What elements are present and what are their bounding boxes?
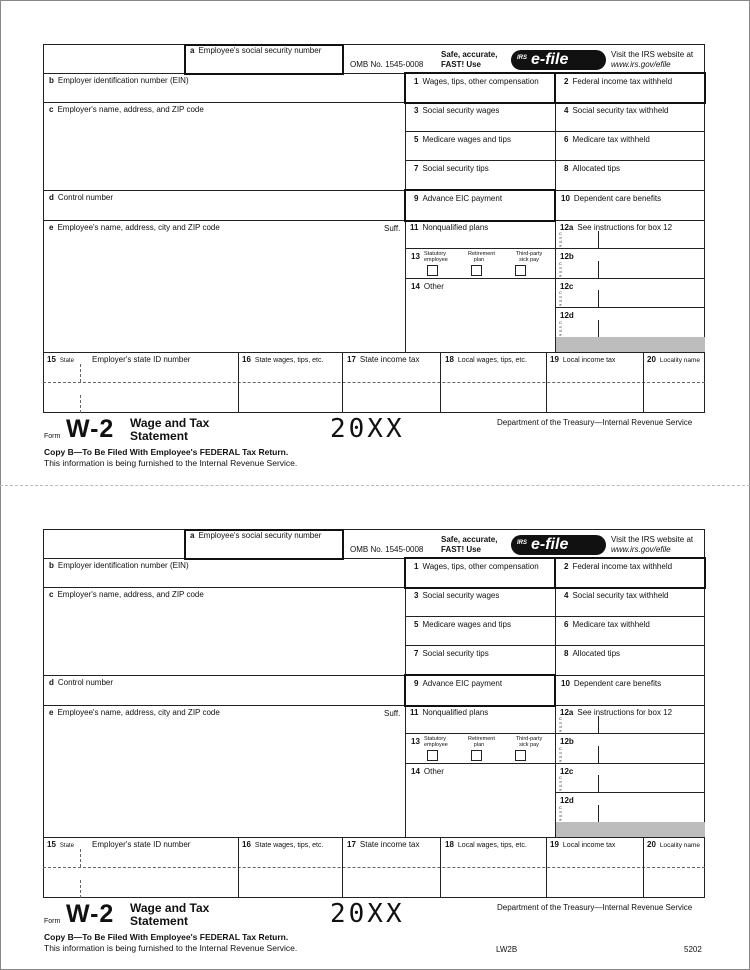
statutory-employee-checkbox[interactable]	[427, 265, 438, 276]
title-line-1: Wage and Tax	[130, 901, 210, 915]
efile-logo	[511, 50, 606, 70]
code-letter: o	[559, 809, 562, 814]
box-d-field[interactable]	[44, 689, 404, 704]
box-c-field[interactable]	[44, 116, 404, 189]
box-b-label: b Employer identification number (EIN)	[49, 561, 189, 570]
copy-b-line: Copy B—To Be Filed With Employee's FEDERAL Tax Return.	[44, 932, 289, 942]
box-15-id-label: Employer's state ID number	[92, 840, 191, 849]
code-letter: d	[559, 269, 562, 274]
box-12b-amount-field[interactable]	[600, 262, 704, 277]
box-12b-label: 12b	[560, 737, 574, 746]
code-letter: o	[559, 779, 562, 784]
box-2-label: 2 Federal income tax withheld	[564, 562, 673, 571]
box-7-label: 7 Social security tips	[414, 164, 489, 173]
ssn-letter: a	[190, 46, 195, 55]
box-12b-code-field[interactable]	[566, 262, 597, 277]
code-letter: C	[559, 805, 562, 810]
info-line: This information is being furnished to the Internal Revenue Service.	[44, 943, 298, 953]
visit-line-2: www.irs.gov/efile	[611, 545, 671, 554]
box-10-label: 10 Dependent care benefits	[561, 679, 662, 688]
box-16-label: 16 State wages, tips, etc.	[242, 355, 324, 364]
code-letter: e	[559, 302, 562, 307]
code-letter: C	[559, 320, 562, 325]
box-14-label: 14 Other	[411, 282, 444, 291]
box-18-label: 18 Local wages, tips, etc.	[445, 355, 527, 364]
efile-text: e-file	[531, 536, 569, 553]
box-b-label: b Employer identification number (EIN)	[49, 76, 189, 85]
footer-code-left: LW2B	[496, 945, 518, 954]
box-12c-amount-field[interactable]	[600, 291, 704, 306]
box-d-label: d Control number	[49, 678, 114, 687]
efile-irs: IRS	[517, 55, 528, 61]
safe-line-2: FAST! Use	[441, 545, 482, 554]
box-19-label: 19 Local income tax	[550, 355, 616, 364]
box-c-field[interactable]	[44, 601, 404, 674]
code-letter: d	[559, 783, 562, 788]
efile-logo	[511, 535, 606, 555]
code-letter: d	[559, 298, 562, 303]
box-10-label: 10 Dependent care benefits	[561, 194, 662, 203]
omb-number: OMB No. 1545-0008	[350, 60, 424, 69]
box-4-label: 4 Social security tax withheld	[564, 591, 669, 600]
box-11-label: 11 Nonqualified plans	[410, 708, 489, 717]
code-letter: o	[559, 265, 562, 270]
box-12d-amount-field[interactable]	[600, 321, 704, 336]
third-party-sick-pay-checkbox[interactable]	[515, 750, 526, 761]
box-e-field[interactable]	[44, 234, 404, 351]
code-letter: C	[559, 746, 562, 751]
box-e-field[interactable]	[44, 719, 404, 836]
statutory-employee-label: Statutory employee	[424, 736, 448, 748]
box-12d-code-field[interactable]	[566, 321, 597, 336]
box-1-label: 1 Wages, tips, other compensation	[414, 77, 539, 86]
box-11-label: 11 Nonqualified plans	[410, 223, 489, 232]
box-3-label: 3 Social security wages	[414, 106, 500, 115]
box-12a-amount-field[interactable]	[600, 717, 704, 732]
box-b-field[interactable]	[44, 571, 404, 586]
code-letter: C	[559, 261, 562, 266]
footer-code-right: 5202	[684, 945, 702, 954]
form-word: Form	[44, 918, 61, 925]
box-12d-label: 12d	[560, 311, 574, 320]
box-8-label: 8 Allocated tips	[564, 649, 621, 658]
suffix-label: Suff.	[384, 709, 401, 718]
box-6-label: 6 Medicare tax withheld	[564, 135, 650, 144]
ssn-label: Employee's social security number	[198, 46, 322, 55]
box-12b-label: 12b	[560, 252, 574, 261]
code-letter: o	[559, 324, 562, 329]
box-b-field[interactable]	[44, 86, 404, 101]
visit-line-1: Visit the IRS website at	[611, 50, 694, 59]
retirement-plan-label: Retirement plan	[468, 251, 495, 263]
code-letter: e	[559, 787, 562, 792]
title-line-1: Wage and Tax	[130, 416, 210, 430]
box-15-id-label: Employer's state ID number	[92, 355, 191, 364]
suffix-label: Suff.	[384, 224, 401, 233]
title-line-2: Statement	[130, 429, 189, 443]
statutory-employee-checkbox[interactable]	[427, 750, 438, 761]
box-12c-label: 12c	[560, 767, 574, 776]
box-18-label: 18 Local wages, tips, etc.	[445, 840, 527, 849]
efile-irs: IRS	[517, 540, 528, 546]
retirement-plan-checkbox[interactable]	[471, 265, 482, 276]
safe-line-2: FAST! Use	[441, 60, 482, 69]
copy-b-line: Copy B—To Be Filed With Employee's FEDERAL Tax Return.	[44, 447, 289, 457]
box-14-label: 14 Other	[411, 767, 444, 776]
form-word: Form	[44, 433, 61, 440]
code-letter: o	[559, 750, 562, 755]
code-letter: e	[559, 728, 562, 733]
box-12a-amount-field[interactable]	[600, 232, 704, 247]
box-8-label: 8 Allocated tips	[564, 164, 621, 173]
efile-text: e-file	[531, 51, 569, 68]
statutory-employee-label: Statutory employee	[424, 251, 448, 263]
code-letter: d	[559, 754, 562, 759]
visit-line-1: Visit the IRS website at	[611, 535, 694, 544]
third-party-sick-pay-checkbox[interactable]	[515, 265, 526, 276]
box-12c-amount-field[interactable]	[600, 776, 704, 791]
code-letter: d	[559, 239, 562, 244]
tax-year: 20XX	[330, 414, 405, 444]
info-line: This information is being furnished to the Internal Revenue Service.	[44, 458, 298, 468]
code-letter: C	[559, 231, 562, 236]
box-12c-label: 12c	[560, 282, 574, 291]
box-13-label: 13	[411, 737, 420, 746]
code-letter: e	[559, 817, 562, 822]
retirement-plan-checkbox[interactable]	[471, 750, 482, 761]
ssn-letter: a	[190, 531, 195, 540]
department-label: Department of the Treasury—Internal Revenue Service	[497, 903, 693, 912]
code-letter: d	[559, 813, 562, 818]
box-17-label: 17 State income tax	[347, 840, 420, 849]
visit-line-2: www.irs.gov/efile	[611, 60, 671, 69]
box-d-label: d Control number	[49, 193, 114, 202]
box-13-label: 13	[411, 252, 420, 261]
third-party-sick-pay-label: Third-party sick pay	[515, 736, 543, 748]
shaded-strip	[556, 822, 705, 837]
box-12d-label: 12d	[560, 796, 574, 805]
title-line-2: Statement	[130, 914, 189, 928]
box-12a-label: 12a See instructions for box 12	[560, 223, 673, 232]
box-12a-code-field[interactable]	[566, 717, 597, 732]
box-5-label: 5 Medicare wages and tips	[414, 135, 511, 144]
box-9-label: 9 Advance EIC payment	[414, 679, 503, 688]
box-20-label: 20 Locality name	[647, 840, 701, 849]
code-letter: d	[559, 328, 562, 333]
box-9-label: 9 Advance EIC payment	[414, 194, 503, 203]
box-d-field[interactable]	[44, 204, 404, 219]
code-letter: C	[559, 716, 562, 721]
safe-line-1: Safe, accurate,	[441, 50, 498, 59]
box-e-label: e Employee's name, address, city and ZIP code	[49, 708, 220, 717]
ssn-label: Employee's social security number	[198, 531, 322, 540]
code-letter: e	[559, 273, 562, 278]
box-5-label: 5 Medicare wages and tips	[414, 620, 511, 629]
form-name: W-2	[66, 415, 115, 443]
department-label: Department of the Treasury—Internal Revenue Service	[497, 418, 693, 427]
box-c-label: c Employer's name, address, and ZIP code	[49, 590, 204, 599]
code-letter: d	[559, 724, 562, 729]
box-17-label: 17 State income tax	[347, 355, 420, 364]
box-e-label: e Employee's name, address, city and ZIP code	[49, 223, 220, 232]
code-letter: e	[559, 758, 562, 763]
box-15-label: 15 State	[47, 355, 74, 364]
box-19-label: 19 Local income tax	[550, 840, 616, 849]
box-15-label: 15 State	[47, 840, 74, 849]
omb-number: OMB No. 1545-0008	[350, 545, 424, 554]
box-7-label: 7 Social security tips	[414, 649, 489, 658]
box-4-label: 4 Social security tax withheld	[564, 106, 669, 115]
safe-line-1: Safe, accurate,	[441, 535, 498, 544]
box-12c-code-field[interactable]	[566, 291, 597, 306]
shaded-strip	[556, 337, 705, 352]
box-12d-amount-field[interactable]	[600, 806, 704, 821]
code-letter: o	[559, 235, 562, 240]
code-letter: o	[559, 720, 562, 725]
third-party-sick-pay-label: Third-party sick pay	[515, 251, 543, 263]
box-16-label: 16 State wages, tips, etc.	[242, 840, 324, 849]
box-3-label: 3 Social security wages	[414, 591, 500, 600]
box-1-label: 1 Wages, tips, other compensation	[414, 562, 539, 571]
form-name: W-2	[66, 900, 115, 928]
box-2-label: 2 Federal income tax withheld	[564, 77, 673, 86]
retirement-plan-label: Retirement plan	[468, 736, 495, 748]
code-letter: C	[559, 775, 562, 780]
box-12a-label: 12a See instructions for box 12	[560, 708, 673, 717]
code-letter: e	[559, 332, 562, 337]
box-12d-code-field[interactable]	[566, 806, 597, 821]
box-12a-code-field[interactable]	[566, 232, 597, 247]
box-20-label: 20 Locality name	[647, 355, 701, 364]
box-c-label: c Employer's name, address, and ZIP code	[49, 105, 204, 114]
code-letter: C	[559, 290, 562, 295]
box-12b-amount-field[interactable]	[600, 747, 704, 762]
box-12b-code-field[interactable]	[566, 747, 597, 762]
w2-form-bottom	[0, 485, 750, 970]
tax-year: 20XX	[330, 899, 405, 929]
code-letter: e	[559, 243, 562, 248]
box-12c-code-field[interactable]	[566, 776, 597, 791]
box-6-label: 6 Medicare tax withheld	[564, 620, 650, 629]
code-letter: o	[559, 294, 562, 299]
